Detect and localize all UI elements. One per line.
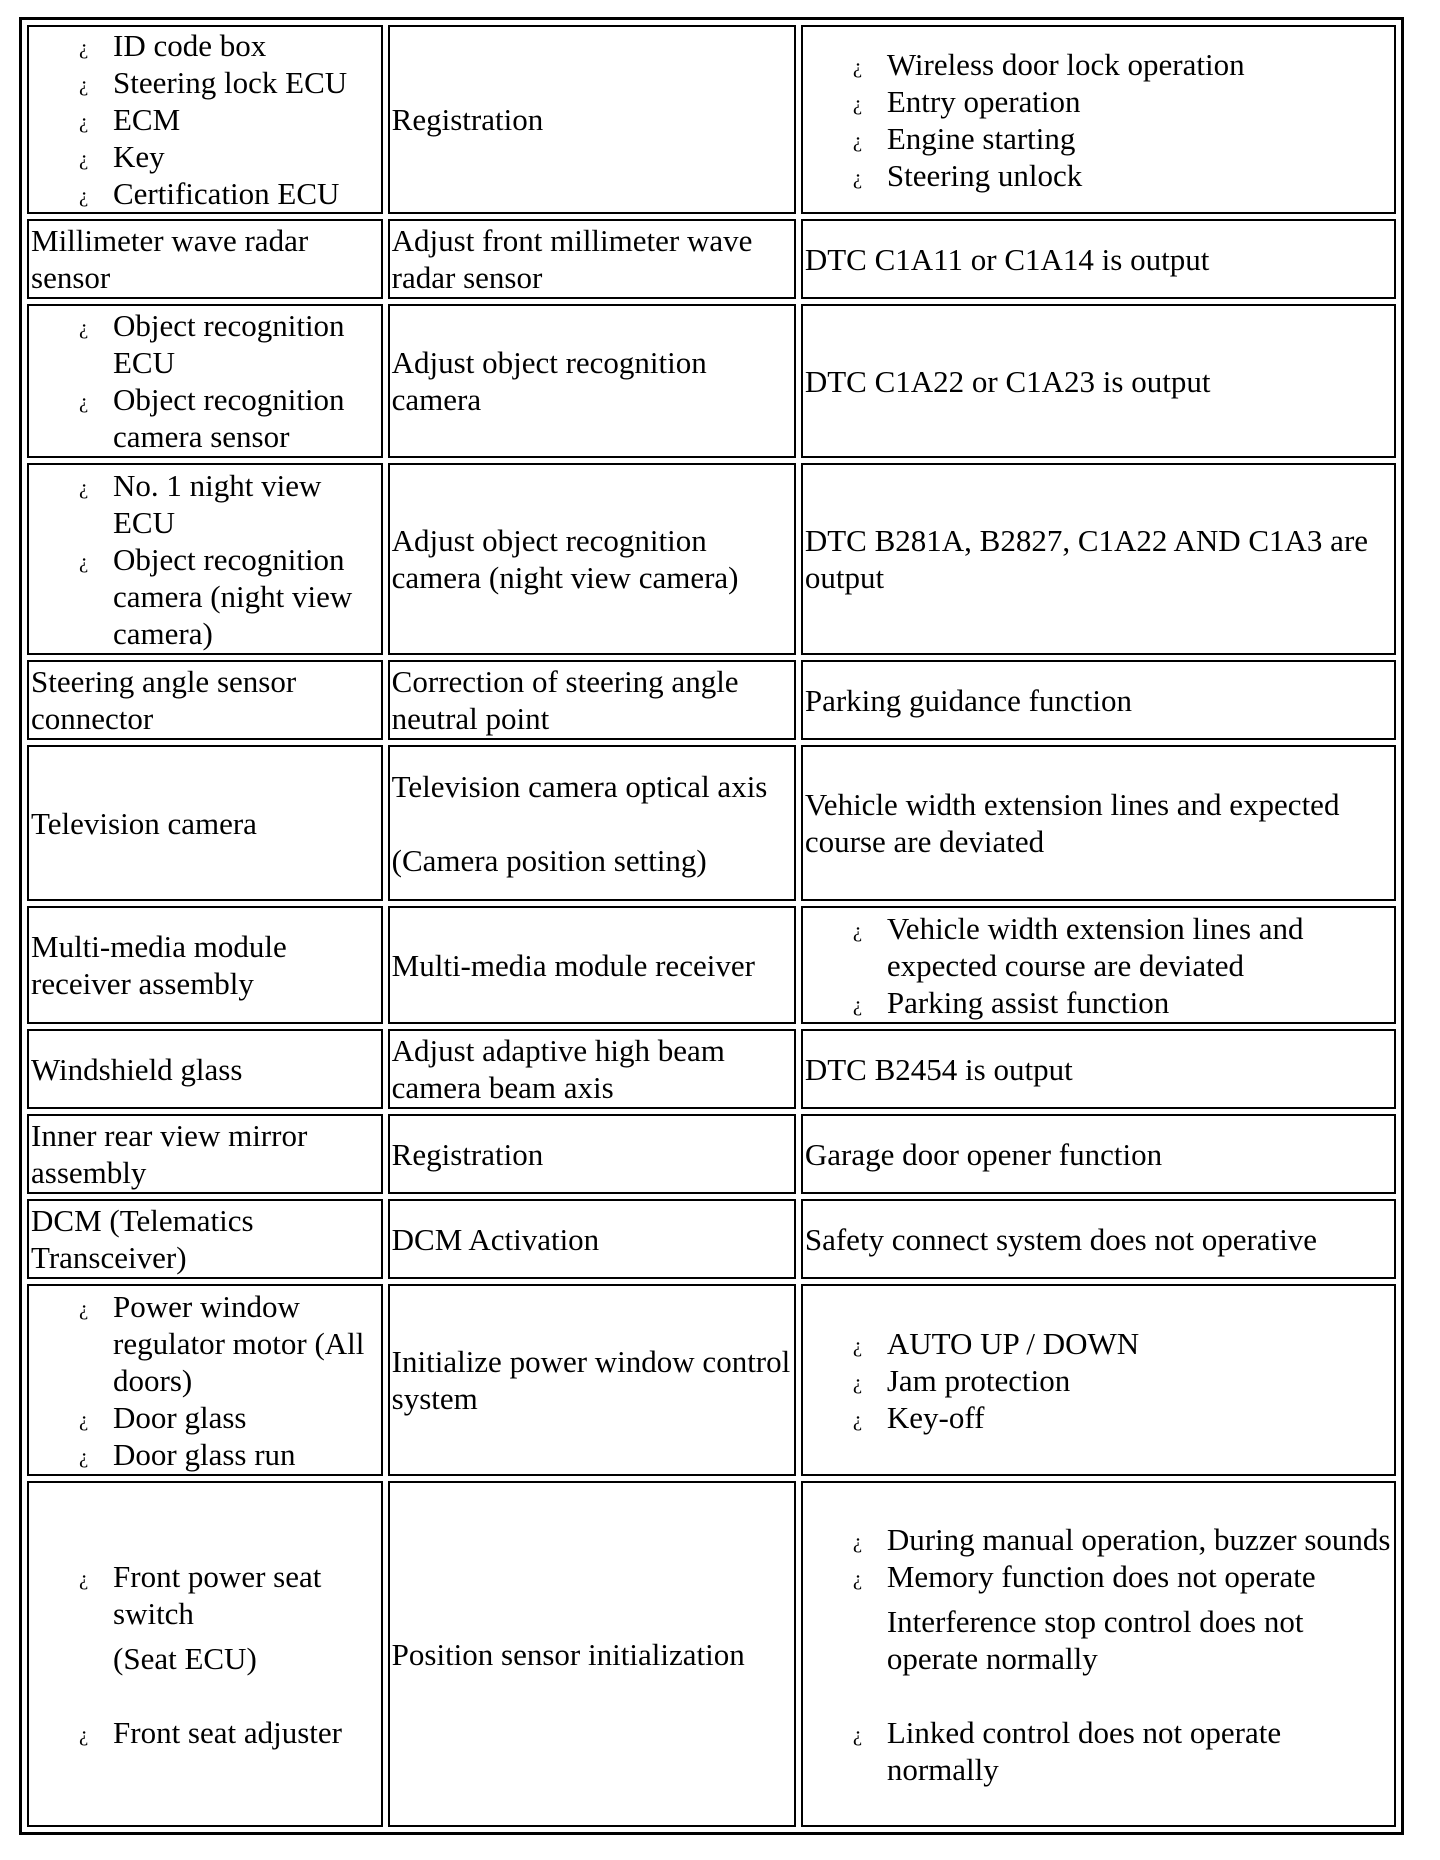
list-item: ¿ ID code box	[113, 27, 379, 64]
list-item: ¿ Door glass run	[113, 1436, 379, 1473]
list-item: ¿ No. 1 night view ECU	[113, 467, 379, 541]
list-item: ¿ Front power seat switch	[113, 1558, 379, 1632]
part-list	[31, 27, 379, 212]
table-row	[27, 219, 1396, 299]
list-item: ¿ During manual operation, buzzer sounds	[887, 1521, 1392, 1558]
cell-condition: Vehicle width extension lines and expected course are deviated	[801, 745, 1396, 901]
cell-condition: DTC C1A11 or C1A14 is output	[801, 219, 1396, 299]
cell-procedure: Adjust object recognition camera (night view camera)	[388, 463, 796, 655]
table-row	[27, 1199, 1396, 1279]
list-item: ¿ Memory function does not operate	[887, 1558, 1392, 1595]
part-list	[31, 1714, 379, 1751]
cell-condition	[801, 1284, 1396, 1476]
condition-list	[805, 46, 1392, 194]
condition-list	[805, 1714, 1392, 1788]
procedure-note: (Camera position setting)	[391, 842, 707, 878]
cell-procedure: Registration	[388, 25, 796, 214]
cell-procedure: Multi-media module receiver	[388, 906, 796, 1024]
cell-condition: Garage door opener function	[801, 1114, 1396, 1194]
cell-procedure: Position sensor initialization	[388, 1481, 796, 1827]
cell-procedure: Adjust adaptive high beam camera beam axis	[388, 1029, 796, 1109]
list-item: ¿ Entry operation	[887, 83, 1392, 120]
table-row	[27, 1114, 1396, 1194]
cell-procedure: Adjust front millimeter wave radar sensor	[388, 219, 796, 299]
list-item: ¿ Object recognition camera sensor	[113, 381, 379, 455]
table-row	[27, 463, 1396, 655]
list-item: ¿ Object recognition ECU	[113, 307, 379, 381]
part-list	[31, 467, 379, 652]
list-item: ¿ Vehicle width extension lines and expected course are deviated	[887, 910, 1392, 984]
list-item: ¿ Door glass	[113, 1399, 379, 1436]
cell-part: Windshield glass	[27, 1029, 383, 1109]
table-row	[27, 25, 1396, 214]
cell-condition: DTC C1A22 or C1A23 is output	[801, 304, 1396, 458]
list-item: ¿ Key-off	[887, 1399, 1392, 1436]
cell-procedure: DCM Activation	[388, 1199, 796, 1279]
part-list	[31, 307, 379, 455]
part-list	[31, 1288, 379, 1473]
table-row	[27, 660, 1396, 740]
cell-condition: Safety connect system does not operative	[801, 1199, 1396, 1279]
list-item: ¿ Key	[113, 138, 379, 175]
list-item: ¿ ECM	[113, 101, 379, 138]
list-item: ¿ AUTO UP / DOWN	[887, 1325, 1392, 1362]
cell-part: Multi-media module receiver assembly	[27, 906, 383, 1024]
cell-condition: Parking guidance function	[801, 660, 1396, 740]
list-item: ¿ Front seat adjuster	[113, 1714, 379, 1751]
cell-procedure: Adjust object recognition camera	[388, 304, 796, 458]
cell-procedure: Registration	[388, 1114, 796, 1194]
cell-part: Millimeter wave radar sensor	[27, 219, 383, 299]
cell-condition	[801, 25, 1396, 214]
list-item: ¿ Power window regulator motor (All doors)	[113, 1288, 379, 1399]
table-row	[27, 304, 1396, 458]
cell-condition	[801, 1481, 1396, 1827]
list-item: ¿ Jam protection	[887, 1362, 1392, 1399]
cell-condition	[801, 906, 1396, 1024]
cell-part: DCM (Telematics Transceiver)	[27, 1199, 383, 1279]
list-item: ¿ Linked control does not operate normally	[887, 1714, 1392, 1788]
table-row	[27, 1284, 1396, 1476]
condition-list	[805, 1521, 1392, 1595]
list-item: ¿ Certification ECU	[113, 175, 379, 212]
table-row	[27, 1029, 1396, 1109]
cell-part	[27, 1481, 383, 1827]
list-item: ¿ Steering unlock	[887, 157, 1392, 194]
cell-procedure	[388, 745, 796, 901]
cell-condition: DTC B281A, B2827, C1A22 AND C1A3 are output	[801, 463, 1396, 655]
cell-part: Television camera	[27, 745, 383, 901]
condition-list	[805, 910, 1392, 1021]
cell-condition: DTC B2454 is output	[801, 1029, 1396, 1109]
spec-table	[19, 17, 1404, 1835]
table-row	[27, 1481, 1396, 1827]
procedure-text: Television camera optical axis	[391, 768, 768, 804]
part-list	[31, 1558, 379, 1632]
cell-part	[27, 25, 383, 214]
cell-part: Inner rear view mirror assembly	[27, 1114, 383, 1194]
cell-part	[27, 463, 383, 655]
list-item: ¿ Object recognition camera (night view camera)	[113, 541, 379, 652]
list-item: ¿ Parking assist function	[887, 984, 1392, 1021]
condition-list	[805, 1325, 1392, 1436]
cell-procedure: Initialize power window control system	[388, 1284, 796, 1476]
table-row	[27, 745, 1396, 901]
part-note: (Seat ECU)	[113, 1640, 257, 1676]
list-item: ¿ Steering lock ECU	[113, 64, 379, 101]
cell-part	[27, 1284, 383, 1476]
cell-part: Steering angle sensor connector	[27, 660, 383, 740]
cell-part	[27, 304, 383, 458]
table-row	[27, 906, 1396, 1024]
condition-note: Interference stop control does not operate normally	[886, 1603, 1304, 1676]
cell-procedure: Correction of steering angle neutral point	[388, 660, 796, 740]
list-item: ¿ Wireless door lock operation	[887, 46, 1392, 83]
list-item: ¿ Engine starting	[887, 120, 1392, 157]
